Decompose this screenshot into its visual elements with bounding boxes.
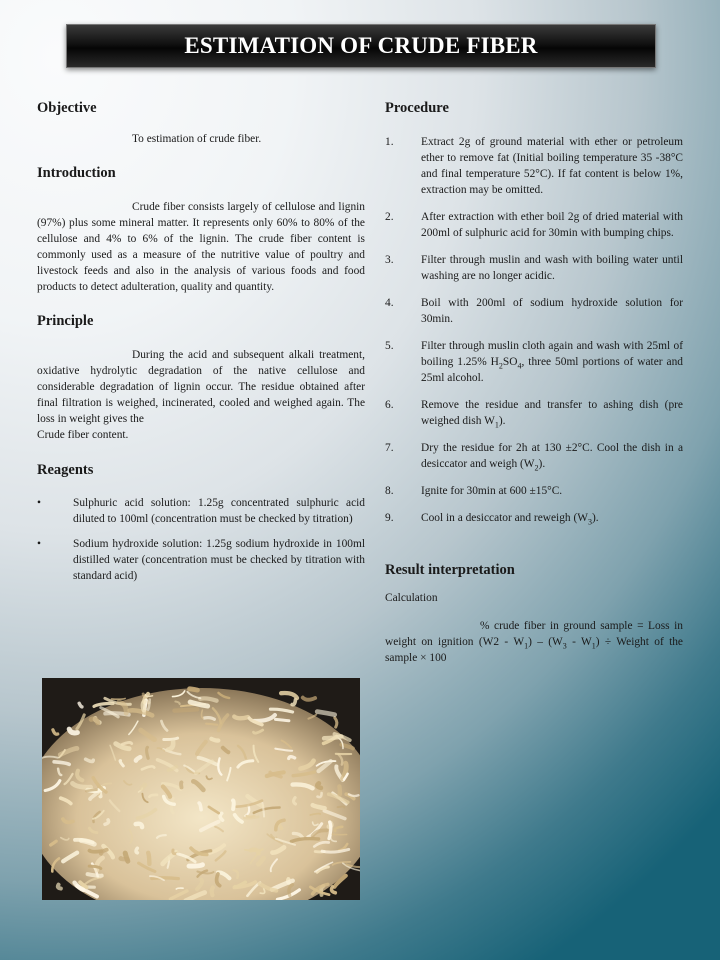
reagent-item (37, 495, 365, 527)
result-section (385, 562, 683, 666)
step-text-part: SO (502, 356, 518, 368)
step-number: 9. (385, 512, 394, 524)
step-number: 2. (385, 211, 394, 223)
fiber-flake (338, 806, 345, 807)
subscript: 3 (562, 641, 567, 651)
fiber-flake (90, 851, 102, 852)
subscript: 2 (534, 463, 539, 473)
reagent-text: Sulphuric acid solution: 1.25g concentrated sulphuric acid diluted to 100ml (concentration must be checked by titration) (73, 497, 365, 525)
fiber-flake (88, 874, 102, 876)
principle-section (37, 313, 365, 443)
step-number: 1. (385, 136, 394, 148)
fiber-flake (112, 699, 126, 700)
objective-heading: Objective (37, 100, 97, 116)
step-number: 6. (385, 399, 394, 411)
fiber-flake (199, 803, 201, 810)
fiber-flake (86, 759, 94, 761)
formula-part: % crude fiber in ground sample = Loss in weight on ignition (W2 - W (385, 620, 683, 648)
objective-section (37, 100, 365, 147)
fiber-flake (247, 816, 255, 817)
left-column (37, 100, 365, 584)
procedure-steps (385, 134, 683, 526)
fiber-flake (87, 790, 97, 791)
step-text-part: ). (538, 458, 546, 470)
crude-fiber-photo (42, 678, 360, 900)
bullet: • (37, 497, 41, 509)
formula-part: ) – (W (528, 636, 563, 648)
subscript: 1 (591, 641, 596, 651)
fiber-flake (204, 718, 214, 720)
procedure-step (385, 134, 683, 198)
right-column (385, 100, 683, 666)
step-text: Filter through muslin and wash with boiling water until washing are no longer acidic. (421, 254, 683, 282)
procedure-step (385, 483, 683, 499)
fiber-flake (122, 742, 131, 744)
step-number: 8. (385, 485, 394, 497)
fiber-flake (148, 700, 150, 710)
fiber-flake (329, 822, 331, 839)
fiber-flake (212, 888, 213, 896)
fiber-flake (189, 865, 203, 866)
procedure-heading: Procedure (385, 100, 449, 116)
reagents-list (37, 495, 365, 584)
introduction-heading: Introduction (37, 165, 116, 181)
procedure-step (385, 397, 683, 429)
reagents-heading: Reagents (37, 462, 94, 478)
calculation-formula (385, 618, 683, 666)
procedure-step (385, 295, 683, 327)
fiber-flake (200, 698, 216, 700)
principle-text: During the acid and subsequent alkali treatment, oxidative hydrolytic degradation of the native cellulose and considerable degradation of lignin occur. The residue obtained after final filtration is weighed, incinerated, cooled and weighed again. The loss in weight gives the (37, 349, 365, 425)
fiber-flake (174, 709, 197, 710)
fiber-flake (233, 800, 234, 809)
step-text (421, 399, 683, 430)
subscript: 1 (524, 641, 529, 651)
fiber-flake (339, 786, 340, 794)
subscript: 1 (494, 420, 499, 430)
principle-text-end: Crude fiber content. (37, 429, 129, 441)
step-text-part: ). (592, 512, 599, 524)
step-number: 5. (385, 340, 394, 352)
fiber-flake (317, 783, 321, 788)
fiber-flake (58, 885, 61, 889)
step-text: Boil with 200ml of sodium hydroxide solution for 30min. (421, 297, 683, 325)
step-text: Ignite for 30min at 600 ±15°C. (421, 485, 563, 497)
bullet: • (37, 538, 41, 550)
page-title: ESTIMATION OF CRUDE FIBER (184, 33, 538, 58)
fiber-flake (211, 739, 218, 741)
fiber-flake (125, 853, 128, 861)
step-text-part: Remove the residue and transfer to ashing dish (pre weighed dish W (421, 399, 683, 427)
step-text (421, 512, 599, 527)
subscript: 3 (588, 517, 592, 527)
fiber-flake (136, 848, 137, 853)
step-text (421, 442, 683, 473)
reagents-section (37, 462, 365, 584)
introduction-text: Crude fiber consists largely of cellulose and lignin (97%) plus some mineral matter. It represents only 60% to 80% of the cellulose and 4% to 6% of the lignin. The crude fiber content is commonly used as a measure of the nutritive value of poultry and livestock feeds and also in the analysis of various foods and food products to detect adulteration, quality and quantity. (37, 201, 365, 293)
fiber-flake (190, 689, 198, 690)
fiber-flake (289, 757, 295, 759)
step-text-part: Filter through muslin cloth again and wash with 25ml of boiling 1.25% H (421, 340, 683, 368)
procedure-step (385, 252, 683, 284)
procedure-step (385, 209, 683, 241)
procedure-step (385, 440, 683, 472)
reagent-item (37, 536, 365, 584)
fiber-flake (317, 712, 335, 715)
formula-part: ) ÷ Weight of the sample × 100 (385, 636, 683, 664)
procedure-step (385, 510, 683, 526)
step-text-part: Dry the residue for 2h at 130 ±2°C. Cool the dish in a desiccator and weigh (W (421, 442, 683, 470)
result-heading: Result interpretation (385, 562, 515, 578)
procedure-step (385, 338, 683, 386)
step-text: After extraction with ether boil 2g of dried material with 200ml of sulphuric acid for 30min with bumping chips. (421, 211, 683, 239)
step-number: 4. (385, 297, 394, 309)
fiber-flake (276, 719, 289, 720)
fiber-flake (303, 698, 315, 700)
step-text-part: , three 50ml portions of water and 25ml alcohol. (421, 356, 683, 384)
introduction-section (37, 165, 365, 295)
fiber-shavings-image (42, 678, 360, 900)
formula-part: - W (566, 636, 592, 648)
fiber-flake (142, 785, 145, 788)
fiber-flake (176, 888, 183, 889)
fiber-flake (164, 738, 178, 739)
step-text (421, 340, 683, 384)
step-number: 7. (385, 442, 394, 454)
fiber-flake (143, 702, 144, 711)
fiber-flake (206, 724, 217, 725)
calculation-label: Calculation (385, 592, 438, 604)
step-text-part: ). (498, 415, 506, 427)
subscript: 4 (517, 361, 522, 371)
principle-heading: Principle (37, 313, 94, 329)
title-banner (66, 24, 656, 68)
objective-text: To estimation of crude fiber. (132, 133, 262, 145)
fiber-flake (234, 717, 248, 719)
reagent-text: Sodium hydroxide solution: 1.25g sodium hydroxide in 100ml distilled water (concentration must be checked by titration with standard acid) (73, 538, 365, 582)
step-text: Extract 2g of ground material with ether or petroleum ether to remove fat (Initial boiling temperature 35 -38°C and final temperature 52°C). If fat content is below 1%, extraction may be omitted. (421, 136, 683, 196)
fiber-flake (148, 853, 149, 864)
step-text-part: Cool in a desiccator and reweigh (W (421, 512, 588, 524)
fiber-flake (147, 747, 149, 758)
fiber-flake (152, 878, 179, 879)
procedure-section (385, 100, 683, 526)
step-number: 3. (385, 254, 394, 266)
subscript: 2 (498, 361, 503, 371)
